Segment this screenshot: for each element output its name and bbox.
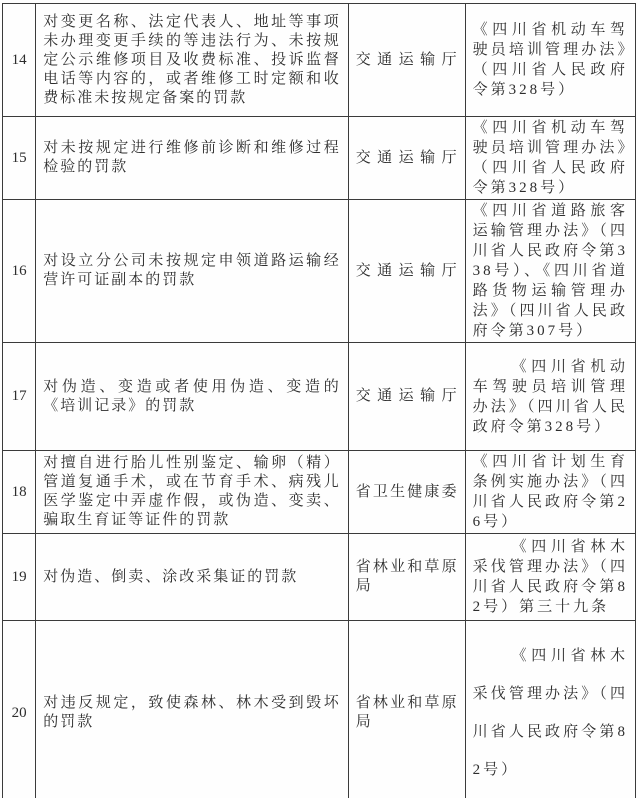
violation-cell: 对未按规定进行维修前诊断和维修过程检验的罚款: [36, 117, 348, 200]
legal-basis-cell: 《四川省机动车驾驶员培训管理办法》（四川省人民政府令第328号）: [465, 117, 635, 200]
penalty-table: [2, 3, 636, 798]
row-number-cell: 17: [3, 343, 36, 451]
table-row: [3, 4, 636, 117]
violation-cell: 对伪造、倒卖、涂改采集证的罚款: [36, 534, 348, 621]
table-row: [3, 200, 636, 343]
row-number-cell: 19: [3, 534, 36, 621]
department-cell: 交通运输厅: [348, 117, 465, 200]
violation-cell: 对设立分公司未按规定申领道路运输经营许可证副本的罚款: [36, 200, 348, 343]
department-cell: 省林业和草原局: [348, 534, 465, 621]
violation-cell: 对变更名称、法定代表人、地址等事项未办理变更手续的等违法行为、未按规定公示维修项目及收费标准、投诉监督电话等内容的，或者维修工时定额和收费标准未按规定备案的罚款: [36, 4, 348, 117]
department-cell: 省卫生健康委: [348, 451, 465, 534]
department-cell: 省林业和草原局: [348, 621, 465, 798]
table-row: [3, 117, 636, 200]
table-row: [3, 534, 636, 621]
table-row: [3, 343, 636, 451]
legal-basis-cell: 《四川省林木采伐管理办法》（四川省人民政府令第82号）: [465, 621, 635, 798]
legal-basis-cell: 《四川省机动车驾驶员培训管理办法》（四川省人民政府令第328号）: [465, 4, 635, 117]
violation-cell: 对擅自进行胎儿性别鉴定、输卵（精）管道复通手术，或在节育手术、病残儿医学鉴定中弄虚作假，或伪造、变卖、骗取生育证等证件的罚款: [36, 451, 348, 534]
department-cell: 交通运输厅: [348, 4, 465, 117]
legal-basis-cell: 《四川省林木采伐管理办法》（四川省人民政府令第82号）第三十九条: [465, 534, 635, 621]
department-cell: 交通运输厅: [348, 343, 465, 451]
legal-basis-cell: 《四川省计划生育条例实施办法》（四川省人民政府令第26号）: [465, 451, 635, 534]
row-number-cell: 20: [3, 621, 36, 798]
violation-cell: 对违反规定，致使森林、林木受到毁坏的罚款: [36, 621, 348, 798]
department-cell: 交通运输厅: [348, 200, 465, 343]
row-number-cell: 15: [3, 117, 36, 200]
legal-basis-cell: 《四川省机动车驾驶员培训管理办法》（四川省人民政府令第328号）: [465, 343, 635, 451]
row-number-cell: 16: [3, 200, 36, 343]
table-row: [3, 621, 636, 798]
violation-cell: 对伪造、变造或者使用伪造、变造的《培训记录》的罚款: [36, 343, 348, 451]
row-number-cell: 18: [3, 451, 36, 534]
row-number-cell: 14: [3, 4, 36, 117]
table-row: [3, 451, 636, 534]
legal-basis-cell: 《四川省道路旅客运输管理办法》（四川省人民政府令第338号）、《四川省道路货物运输管理办法》（四川省人民政府令第307号）: [465, 200, 635, 343]
